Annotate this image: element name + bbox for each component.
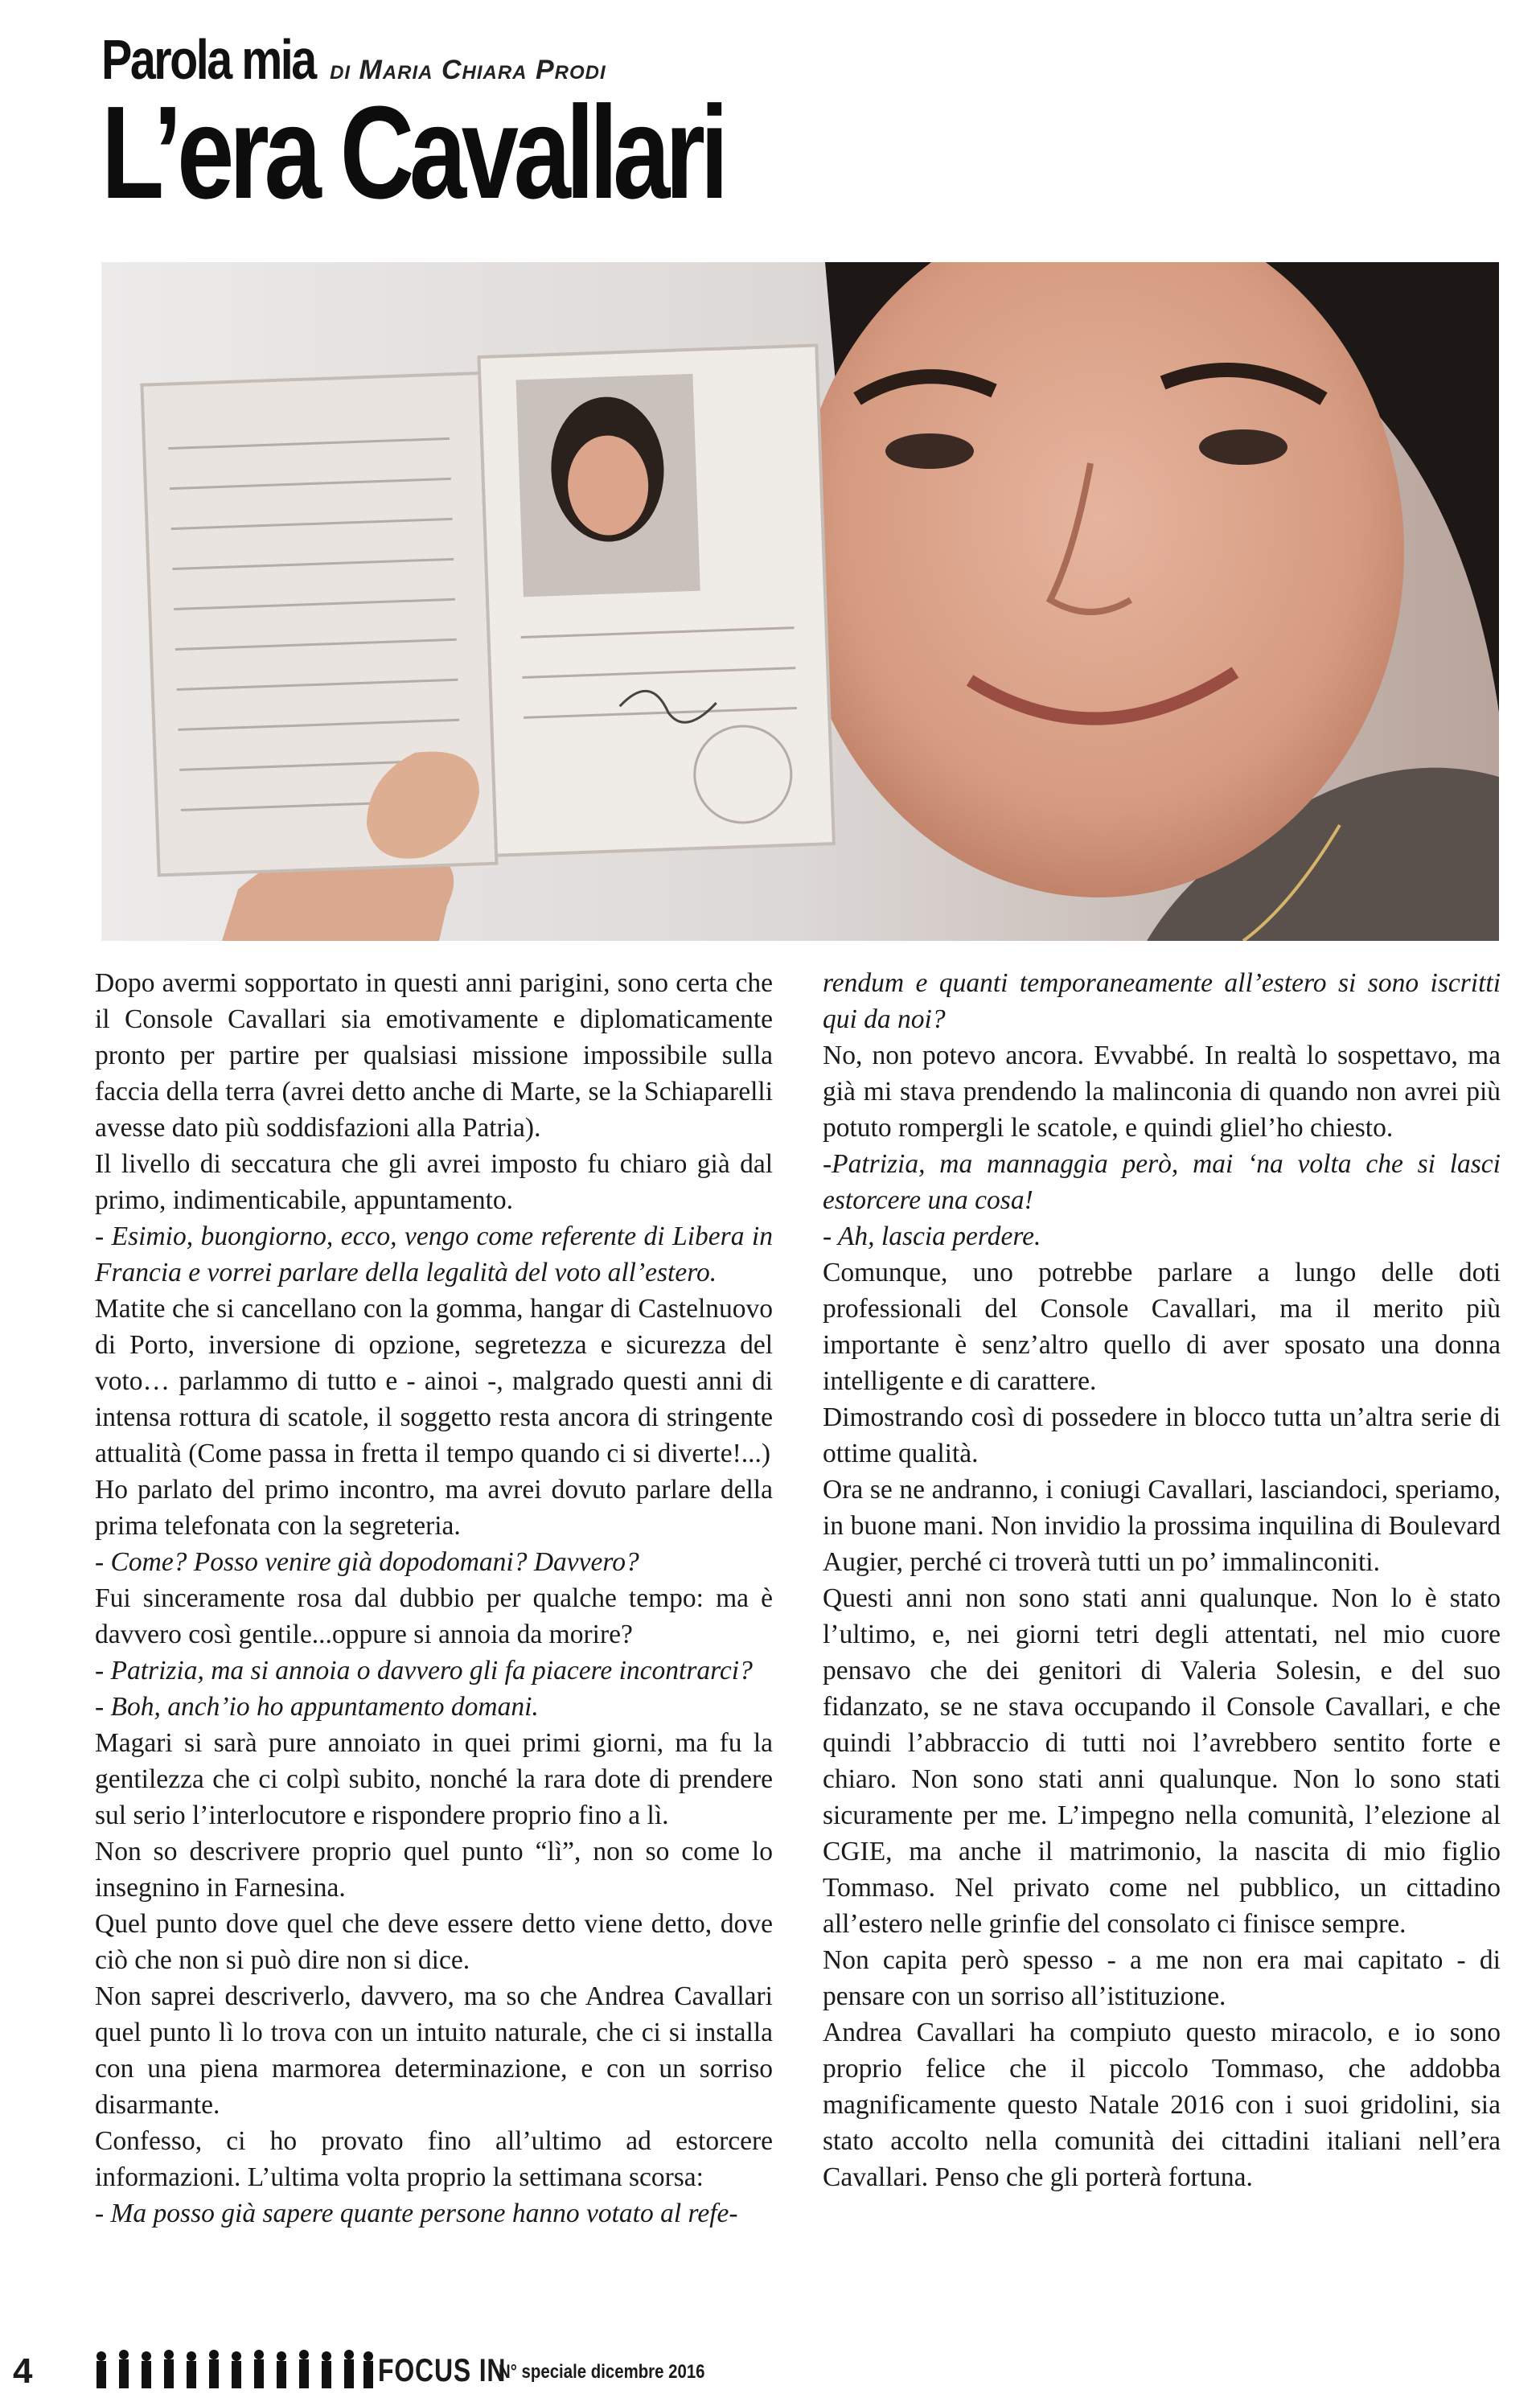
- paragraph: Dopo avermi sopportato in questi anni parigini, sono certa che il Console Cavallari sia emotivamente e diplomaticamente pronto per partire per qualsiasi missione impossibile sulla faccia della terra (avrei detto anche di Marte, se la Schiaparelli avesse dato più soddisfazioni alla Patria).: [95, 968, 773, 1143]
- paragraph: - Patrizia, ma si annoia o davvero gli fa piacere incontrarci?: [95, 1656, 753, 1686]
- paragraph: rendum e quanti temporaneamente all’estero si sono iscritti qui da noi?: [823, 968, 1501, 1034]
- paragraph: Magari si sarà pure annoiato in quei primi giorni, ma fu la gentilezza che ci colpì subito, nonché la rara dote di prendere sul serio l’interlocutore e rispondere proprio fino a lì.: [95, 1728, 773, 1830]
- paragraph: - Esimio, buongiorno, ecco, vengo come referente di Libera in Francia e vorrei parlare della legalità del voto all’estero.: [95, 1222, 773, 1287]
- paragraph: - Boh, anch’io ho appuntamento domani.: [95, 1692, 539, 1722]
- paragraph: - Ah, lascia perdere.: [823, 1222, 1041, 1251]
- paragraph: Non capita però spesso - a me non era mai capitato - di pensare con un sorriso all’istituzione.: [823, 1945, 1501, 2011]
- paragraph: -Patrizia, ma mannaggia però, mai ‘na volta che si lasci estorcere una cosa!: [823, 1149, 1501, 1215]
- people-silhouettes-icon: [92, 2347, 375, 2393]
- paragraph: Questi anni non sono stati anni qualunque. Non lo è stato l’ultimo, e, nei giorni tetri degli attentati, nel mio cuore pensavo che dei genitori di Valeria Solesin, e del suo fidanzato, se ne stava occupando il Console Cavallari, e che quindi l’abbraccio di tutti noi l’avrebbero sentito forte e chiaro. Non sono stati anni qualunque. Non lo sono stati sicuramente per me. L’impegno nella comunità, l’elezione al CGIE, ma anche il matrimonio, la nascita di mio figlio Tommaso. Nel privato come nel pubblico, un cittadino all’estero nelle grinfie del consolato ci finisce sempre.: [823, 1583, 1501, 1939]
- article-header: [101, 27, 1468, 226]
- paragraph: Quel punto dove quel che deve essere detto viene detto, dove ciò che non si può dire non si dice.: [95, 1909, 773, 1975]
- paragraph: Confesso, ci ho provato fino all’ultimo ad estorcere informazioni. L’ultima volta proprio la settimana scorsa:: [95, 2126, 773, 2192]
- paragraph: No, non potevo ancora. Evvabbé. In realtà lo sospettavo, ma già mi stava prendendo la malinconia di quando non avrei più potuto rompergli le scatole, e quindi gliel’ho chiesto.: [823, 1041, 1501, 1143]
- paragraph: Il livello di seccatura che gli avrei imposto fu chiaro già dal primo, indimenticabile, appuntamento.: [95, 1149, 773, 1215]
- paragraph: Non saprei descriverlo, davvero, ma so che Andrea Cavallari quel punto lì lo trova con un intuito naturale, che ci si installa con una piena marmorea determinazione, e con un sorriso disarmante.: [95, 1981, 773, 2120]
- column-right: [823, 965, 1501, 2284]
- section-kicker: Parola mia: [101, 28, 315, 91]
- paragraph: Fui sinceramente rosa dal dubbio per qualche tempo: ma è davvero così gentile...oppure si annoia da morire?: [95, 1583, 773, 1649]
- paragraph: Non so descrivere proprio quel punto “lì”, non so come lo insegnino in Farnesina.: [95, 1837, 773, 1903]
- paragraph: Dimostrando così di possedere in blocco tutta un’altra serie di ottime qualità.: [823, 1402, 1501, 1468]
- paragraph: Andrea Cavallari ha compiuto questo miracolo, e io sono proprio felice che il piccolo Tommaso, che addobba magnificamente questo Natale 2016 con i suoi gridolini, sia stato accolto nella comunità dei cittadini italiani nell’era Cavallari. Penso che gli porterà fortuna.: [823, 2018, 1501, 2192]
- article-title: L’era Cavallari: [101, 79, 724, 226]
- issue-label: N° speciale dicembre 2016: [499, 2361, 705, 2383]
- article-photo: [101, 262, 1499, 941]
- paragraph: Comunque, uno potrebbe parlare a lungo delle doti professionali del Console Cavallari, ma il merito più importante è senz’altro quello di aver sposato una donna intelligente e di carattere.: [823, 1258, 1501, 1396]
- page-footer: [0, 2347, 1540, 2395]
- paragraph: - Ma posso già sapere quante persone hanno votato al refe-: [95, 2199, 738, 2228]
- page-number: 4: [13, 2351, 33, 2391]
- paragraph: Matite che si cancellano con la gomma, hangar di Castelnuovo di Porto, inversione di opzione, segretezza e sicurezza del voto… parlammo di tutto e - ainoi -, malgrado questi anni di intensa rottura di scatole, il soggetto resta ancora di stringente attualità (Come passa in fretta il tempo quando ci si diverte!...): [95, 1294, 773, 1468]
- photo-woman-holding-passport-icon: [101, 262, 1499, 941]
- paragraph: Ora se ne andranno, i coniugi Cavallari, lasciandoci, speriamo, in buone mani. Non invidio la prossima inquilina di Boulevard Augier, perché ci troverà tutti un po’ immalinconiti.: [823, 1475, 1501, 1577]
- magazine-brand: FOCUS IN: [378, 2353, 507, 2388]
- article-body: [95, 965, 1501, 2284]
- paragraph: - Come? Posso venire già dopodomani? Davvero?: [95, 1547, 639, 1577]
- author-byline: di Maria Chiara Prodi: [330, 55, 606, 85]
- paragraph: Ho parlato del primo incontro, ma avrei dovuto parlare della prima telefonata con la segreteria.: [95, 1475, 773, 1541]
- column-left: [95, 965, 773, 2284]
